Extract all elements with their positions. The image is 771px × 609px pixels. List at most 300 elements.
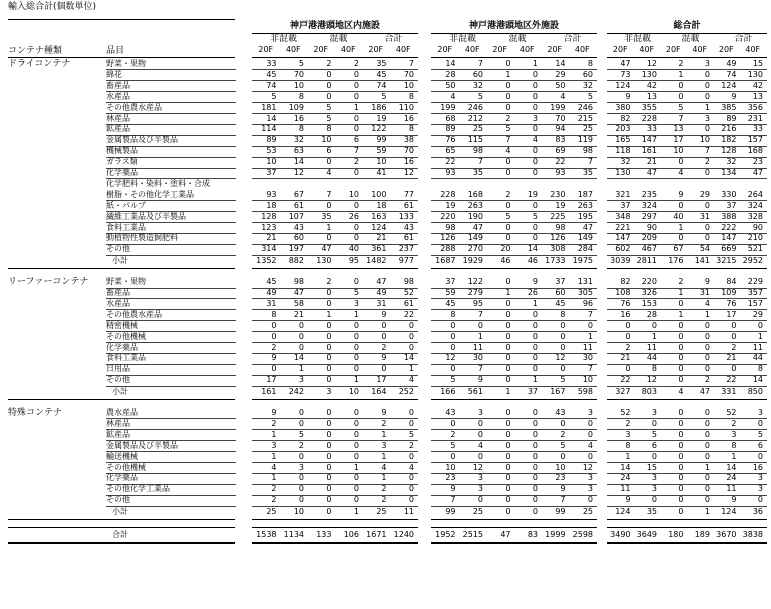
cell-value: 10 bbox=[445, 462, 456, 472]
item-label: 野菜・果物 bbox=[106, 277, 146, 287]
cell-value: 0 bbox=[353, 484, 359, 494]
cell-value: 0 bbox=[381, 364, 387, 374]
cell-value: 12 bbox=[555, 353, 566, 363]
cell-value: 21 bbox=[266, 233, 277, 243]
cell-value: 165 bbox=[615, 135, 631, 145]
cell-value: 6 bbox=[757, 440, 763, 450]
cell-value: 14 bbox=[266, 113, 277, 123]
subtotal-value: 124 bbox=[615, 507, 631, 517]
cell-value: 0 bbox=[477, 320, 483, 330]
cell-value: 6 bbox=[326, 146, 332, 156]
cell-value: 2 bbox=[678, 277, 684, 287]
cell-value: 45 bbox=[376, 69, 387, 79]
section-rule bbox=[431, 519, 597, 520]
cell-value: 0 bbox=[532, 353, 538, 363]
cell-value: 0 bbox=[532, 309, 538, 319]
item-label: 食料工業品 bbox=[106, 222, 146, 232]
cell-value: 5 bbox=[651, 429, 657, 439]
cell-value: 7 bbox=[408, 59, 414, 68]
cell-value: 14 bbox=[293, 353, 304, 363]
cell-value: 9 bbox=[625, 495, 631, 505]
cell-value: 0 bbox=[532, 418, 538, 428]
cell-value: 1 bbox=[678, 288, 684, 297]
cell-value: 17 bbox=[266, 375, 277, 385]
group-title-rule bbox=[607, 33, 767, 34]
cell-value: 1 bbox=[381, 473, 387, 483]
cell-value: 0 bbox=[532, 91, 538, 101]
cell-value: 41 bbox=[376, 168, 387, 177]
group-title: 神戸港港頭地区内施設 bbox=[289, 21, 380, 31]
cell-value: 0 bbox=[326, 429, 332, 439]
cell-value: 0 bbox=[298, 331, 304, 341]
cell-value: 0 bbox=[450, 418, 456, 428]
cell-value: 25 bbox=[582, 124, 593, 134]
cell-value: 1 bbox=[271, 451, 277, 461]
cell-value: 52 bbox=[620, 408, 631, 417]
cell-value: 0 bbox=[505, 80, 511, 90]
cell-value: 19 bbox=[527, 189, 538, 199]
cell-value: 0 bbox=[326, 91, 332, 101]
cell-value: 288 bbox=[440, 244, 456, 254]
item-label: その他農水産品 bbox=[106, 102, 162, 112]
cell-value: 0 bbox=[625, 331, 631, 341]
subtotal-value: 167 bbox=[550, 387, 566, 397]
sub-label: 混載 bbox=[329, 34, 348, 44]
cell-value: 11 bbox=[752, 342, 763, 352]
cell-value: 5 bbox=[757, 429, 763, 439]
cell-value: 356 bbox=[747, 102, 763, 112]
cell-value: 128 bbox=[261, 211, 277, 221]
cell-value: 1 bbox=[298, 364, 304, 374]
cell-value: 7 bbox=[477, 309, 483, 319]
cell-value: 40 bbox=[673, 211, 684, 221]
cell-value: 467 bbox=[641, 244, 657, 254]
cell-value: 130 bbox=[641, 69, 657, 79]
cell-value: 109 bbox=[288, 102, 304, 112]
item-label: その他 bbox=[106, 495, 130, 505]
cell-value: 0 bbox=[560, 364, 566, 374]
cell-value: 2 bbox=[731, 342, 737, 352]
cell-value: 93 bbox=[445, 168, 456, 177]
cell-value: 0 bbox=[505, 342, 511, 352]
cell-value: 209 bbox=[641, 233, 657, 243]
cell-value: 0 bbox=[353, 113, 359, 123]
cell-value: 1 bbox=[271, 473, 277, 483]
cell-value: 1 bbox=[326, 309, 332, 319]
cell-value: 0 bbox=[651, 495, 657, 505]
col-label: 40F bbox=[395, 45, 411, 54]
section-rule bbox=[8, 519, 235, 520]
cell-value: 45 bbox=[266, 277, 277, 287]
cell-value: 19 bbox=[445, 200, 456, 210]
subtotal-value: 2811 bbox=[636, 256, 657, 266]
cell-value: 45 bbox=[445, 298, 456, 308]
cell-value: 190 bbox=[467, 211, 483, 221]
cell-value: 35 bbox=[321, 211, 332, 221]
item-label: 畜産品 bbox=[106, 288, 130, 297]
cell-value: 124 bbox=[615, 80, 631, 90]
cell-value: 30 bbox=[582, 353, 593, 363]
cell-value: 9 bbox=[532, 277, 538, 287]
cell-value: 0 bbox=[731, 320, 737, 330]
cell-value: 2 bbox=[271, 484, 277, 494]
cell-value: 215 bbox=[577, 113, 593, 123]
cell-value: 12 bbox=[646, 375, 657, 385]
cell-value: 0 bbox=[298, 320, 304, 330]
cell-value: 131 bbox=[577, 277, 593, 287]
cell-value: 89 bbox=[445, 124, 456, 134]
cell-value: 7 bbox=[326, 189, 332, 199]
cell-value: 355 bbox=[641, 102, 657, 112]
cell-value: 0 bbox=[505, 59, 511, 68]
cell-value: 228 bbox=[641, 113, 657, 123]
cell-value: 8 bbox=[326, 124, 332, 134]
cell-value: 0 bbox=[532, 157, 538, 167]
cell-value: 2 bbox=[625, 342, 631, 352]
cell-value: 2 bbox=[731, 418, 737, 428]
subtotal-value: 803 bbox=[641, 387, 657, 397]
cell-value: 14 bbox=[293, 157, 304, 167]
cell-value: 197 bbox=[288, 244, 304, 254]
cell-value: 28 bbox=[445, 69, 456, 79]
section-rule bbox=[8, 268, 235, 269]
cell-value: 118 bbox=[615, 146, 631, 156]
cell-value: 0 bbox=[532, 124, 538, 134]
cell-value: 82 bbox=[620, 113, 631, 123]
cell-value: 187 bbox=[577, 189, 593, 199]
cell-value: 4 bbox=[587, 440, 593, 450]
sub-label: 非混載 bbox=[448, 34, 476, 44]
cell-value: 221 bbox=[615, 222, 631, 232]
cell-value: 0 bbox=[678, 484, 684, 494]
cell-value: 8 bbox=[271, 309, 277, 319]
cell-value: 43 bbox=[293, 222, 304, 232]
sub-label: 非混載 bbox=[623, 34, 651, 44]
cell-value: 212 bbox=[467, 113, 483, 123]
cell-value: 10 bbox=[348, 189, 359, 199]
cell-value: 50 bbox=[555, 80, 566, 90]
cell-value: 0 bbox=[587, 429, 593, 439]
cell-value: 229 bbox=[747, 277, 763, 287]
cell-value: 0 bbox=[326, 364, 332, 374]
item-label: 野菜・果物 bbox=[106, 59, 146, 68]
item-label: 機械製品 bbox=[106, 146, 138, 156]
cell-value: 4 bbox=[678, 168, 684, 177]
subtotal-value: 164 bbox=[371, 387, 387, 397]
subtotal-value: 99 bbox=[555, 507, 566, 517]
cell-value: 76 bbox=[620, 298, 631, 308]
cell-value: 669 bbox=[721, 244, 737, 254]
item-label: 農水産品 bbox=[106, 408, 138, 417]
cell-value: 9 bbox=[704, 277, 710, 287]
cell-value: 2 bbox=[381, 418, 387, 428]
subtotal-value: 882 bbox=[288, 256, 304, 266]
subtotal-value: 2952 bbox=[742, 256, 763, 266]
cell-value: 1 bbox=[381, 429, 387, 439]
cell-value: 203 bbox=[615, 124, 631, 134]
sub-label: 合計 bbox=[563, 34, 582, 44]
item-label: その他機械 bbox=[106, 462, 146, 472]
cell-value: 74 bbox=[376, 80, 387, 90]
subtotal-value: 25 bbox=[582, 507, 593, 517]
col-label: 20F bbox=[368, 45, 384, 54]
cell-value: 12 bbox=[403, 168, 414, 177]
subtotal-label: 小計 bbox=[112, 507, 128, 517]
cell-value: 7 bbox=[587, 157, 593, 167]
cell-value: 7 bbox=[353, 146, 359, 156]
cell-value: 0 bbox=[353, 364, 359, 374]
cell-value: 0 bbox=[651, 451, 657, 461]
cell-value: 2 bbox=[271, 495, 277, 505]
item-label: 繊維工業品及び半製品 bbox=[106, 211, 186, 221]
cell-value: 1 bbox=[408, 364, 414, 374]
subtotal-value: 46 bbox=[500, 256, 511, 266]
cell-value: 0 bbox=[704, 429, 710, 439]
cell-value: 0 bbox=[477, 418, 483, 428]
item-label: その他 bbox=[106, 244, 130, 254]
cell-value: 328 bbox=[747, 211, 763, 221]
cell-value: 124 bbox=[371, 222, 387, 232]
cell-value: 0 bbox=[298, 342, 304, 352]
cell-value: 264 bbox=[747, 189, 763, 199]
subtotal-value: 1 bbox=[704, 507, 710, 517]
total-value: 47 bbox=[500, 530, 511, 539]
cell-value: 0 bbox=[477, 429, 483, 439]
cell-value: 0 bbox=[271, 320, 277, 330]
cell-value: 3 bbox=[704, 113, 710, 123]
cell-value: 11 bbox=[582, 342, 593, 352]
cell-value: 0 bbox=[704, 331, 710, 341]
group-title-rule bbox=[252, 33, 418, 34]
cell-value: 130 bbox=[747, 69, 763, 79]
total-value: 1952 bbox=[435, 530, 456, 539]
subtotal-label: 小計 bbox=[112, 387, 128, 397]
cell-value: 0 bbox=[326, 473, 332, 483]
cell-value: 0 bbox=[532, 408, 538, 417]
cell-value: 225 bbox=[550, 211, 566, 221]
cell-value: 0 bbox=[326, 200, 332, 210]
cell-value: 60 bbox=[293, 233, 304, 243]
cell-value: 153 bbox=[641, 298, 657, 308]
item-label: 化学薬品 bbox=[106, 342, 138, 352]
cell-value: 0 bbox=[326, 331, 332, 341]
cell-value: 7 bbox=[450, 495, 456, 505]
cell-value: 0 bbox=[532, 331, 538, 341]
subtotal-value: 47 bbox=[699, 387, 710, 397]
cell-value: 305 bbox=[577, 288, 593, 297]
cell-value: 168 bbox=[467, 189, 483, 199]
cell-value: 0 bbox=[532, 146, 538, 156]
cell-value: 14 bbox=[726, 462, 737, 472]
cell-value: 7 bbox=[505, 135, 511, 145]
col-label: 20F bbox=[547, 45, 563, 54]
cell-value: 1 bbox=[731, 451, 737, 461]
cell-value: 11 bbox=[472, 342, 483, 352]
cell-value: 0 bbox=[353, 277, 359, 287]
cell-value: 0 bbox=[505, 418, 511, 428]
col-label: 20F bbox=[492, 45, 508, 54]
item-header: 品目 bbox=[106, 46, 125, 56]
cell-value: 0 bbox=[532, 495, 538, 505]
cell-value: 3 bbox=[587, 473, 593, 483]
cell-value: 10 bbox=[555, 462, 566, 472]
cell-value: 1 bbox=[532, 59, 538, 68]
total-top-rule bbox=[8, 527, 235, 528]
cell-value: 0 bbox=[353, 124, 359, 134]
cell-value: 18 bbox=[266, 200, 277, 210]
total-value: 2515 bbox=[462, 530, 483, 539]
cell-value: 23 bbox=[445, 473, 456, 483]
cell-value: 63 bbox=[293, 146, 304, 156]
total-top-rule bbox=[431, 527, 597, 528]
cell-value: 98 bbox=[445, 222, 456, 232]
cell-value: 0 bbox=[704, 451, 710, 461]
cell-value: 5 bbox=[353, 288, 359, 297]
cell-value: 0 bbox=[757, 418, 763, 428]
cell-value: 3 bbox=[477, 408, 483, 417]
cell-value: 149 bbox=[577, 233, 593, 243]
cell-value: 0 bbox=[678, 233, 684, 243]
cell-value: 0 bbox=[678, 429, 684, 439]
cell-value: 2 bbox=[505, 113, 511, 123]
cell-value: 0 bbox=[298, 451, 304, 461]
cell-value: 195 bbox=[577, 211, 593, 221]
col-label: 40F bbox=[285, 45, 301, 54]
subtotal-value: 35 bbox=[646, 507, 657, 517]
cell-value: 163 bbox=[371, 211, 387, 221]
subtotal-value: 1 bbox=[505, 387, 511, 397]
subtotal-value: 598 bbox=[577, 387, 593, 397]
cell-value: 9 bbox=[731, 91, 737, 101]
cell-value: 1 bbox=[353, 375, 359, 385]
cell-value: 42 bbox=[646, 80, 657, 90]
cell-value: 0 bbox=[505, 462, 511, 472]
cell-value: 12 bbox=[582, 462, 593, 472]
cell-value: 0 bbox=[505, 331, 511, 341]
cell-value: 0 bbox=[326, 418, 332, 428]
cell-value: 326 bbox=[641, 288, 657, 297]
section-rule bbox=[607, 519, 767, 520]
cell-value: 0 bbox=[757, 320, 763, 330]
cell-value: 60 bbox=[582, 69, 593, 79]
subtotal-label: 小計 bbox=[112, 256, 128, 266]
cell-value: 0 bbox=[326, 408, 332, 417]
cell-value: 32 bbox=[620, 157, 631, 167]
cell-value: 0 bbox=[704, 168, 710, 177]
cell-value: 98 bbox=[555, 222, 566, 232]
cell-value: 16 bbox=[403, 157, 414, 167]
cell-value: 0 bbox=[505, 222, 511, 232]
cell-value: 2 bbox=[326, 59, 332, 68]
cell-value: 6 bbox=[651, 440, 657, 450]
cell-value: 42 bbox=[752, 80, 763, 90]
cell-value: 49 bbox=[376, 288, 387, 297]
cell-value: 119 bbox=[577, 135, 593, 145]
cell-value: 0 bbox=[505, 429, 511, 439]
cell-value: 0 bbox=[532, 222, 538, 232]
cell-value: 0 bbox=[731, 331, 737, 341]
cell-value: 7 bbox=[704, 146, 710, 156]
cell-value: 14 bbox=[403, 353, 414, 363]
cell-value: 0 bbox=[505, 408, 511, 417]
cell-value: 8 bbox=[651, 364, 657, 374]
cell-value: 0 bbox=[704, 408, 710, 417]
cell-value: 0 bbox=[532, 80, 538, 90]
item-label: その他農水産品 bbox=[106, 309, 162, 319]
cell-value: 0 bbox=[678, 320, 684, 330]
cell-value: 4 bbox=[505, 146, 511, 156]
cell-value: 0 bbox=[298, 484, 304, 494]
section-rule bbox=[607, 268, 767, 269]
cell-value: 26 bbox=[527, 288, 538, 297]
cell-value: 19 bbox=[555, 200, 566, 210]
cell-value: 199 bbox=[440, 102, 456, 112]
cell-value: 210 bbox=[747, 233, 763, 243]
cell-value: 220 bbox=[641, 277, 657, 287]
cell-value: 8 bbox=[757, 364, 763, 374]
sub-label: 混載 bbox=[508, 34, 527, 44]
cell-value: 12 bbox=[646, 59, 657, 68]
cell-value: 0 bbox=[298, 473, 304, 483]
cell-value: 9 bbox=[381, 309, 387, 319]
cell-value: 89 bbox=[266, 135, 277, 145]
cell-value: 31 bbox=[699, 211, 710, 221]
cell-value: 3 bbox=[757, 484, 763, 494]
cell-value: 2 bbox=[326, 277, 332, 287]
cell-value: 4 bbox=[381, 462, 387, 472]
cell-value: 22 bbox=[555, 157, 566, 167]
cell-value: 0 bbox=[678, 91, 684, 101]
cell-value: 0 bbox=[678, 342, 684, 352]
cell-value: 15 bbox=[752, 59, 763, 68]
item-label: 鉱産品 bbox=[106, 429, 130, 439]
cell-value: 61 bbox=[293, 200, 304, 210]
cell-value: 0 bbox=[678, 451, 684, 461]
cell-value: 28 bbox=[646, 309, 657, 319]
cell-value: 37 bbox=[266, 168, 277, 177]
total-value: 3649 bbox=[636, 530, 657, 539]
cell-value: 0 bbox=[353, 200, 359, 210]
cell-value: 17 bbox=[673, 135, 684, 145]
cell-value: 133 bbox=[398, 211, 414, 221]
subtotal-value: 161 bbox=[261, 387, 277, 397]
cell-value: 32 bbox=[726, 157, 737, 167]
cell-value: 270 bbox=[467, 244, 483, 254]
col-label: 40F bbox=[464, 45, 480, 54]
cell-value: 324 bbox=[747, 200, 763, 210]
cell-value: 284 bbox=[577, 244, 593, 254]
cell-value: 47 bbox=[376, 277, 387, 287]
cell-value: 230 bbox=[550, 189, 566, 199]
cell-value: 324 bbox=[641, 200, 657, 210]
cell-value: 9 bbox=[625, 91, 631, 101]
cell-value: 0 bbox=[353, 353, 359, 363]
cell-value: 0 bbox=[408, 320, 414, 330]
cell-value: 99 bbox=[376, 135, 387, 145]
cell-value: 0 bbox=[505, 375, 511, 385]
cell-value: 68 bbox=[445, 113, 456, 123]
cell-value: 0 bbox=[353, 429, 359, 439]
cell-value: 128 bbox=[721, 146, 737, 156]
cell-value: 4 bbox=[408, 375, 414, 385]
cell-value: 7 bbox=[477, 364, 483, 374]
cell-value: 0 bbox=[532, 342, 538, 352]
item-label: 水産品 bbox=[106, 298, 130, 308]
cell-value: 279 bbox=[467, 288, 483, 297]
cell-value: 123 bbox=[261, 222, 277, 232]
sub-label: 合計 bbox=[734, 34, 753, 44]
subtotal-value: 130 bbox=[316, 256, 332, 266]
